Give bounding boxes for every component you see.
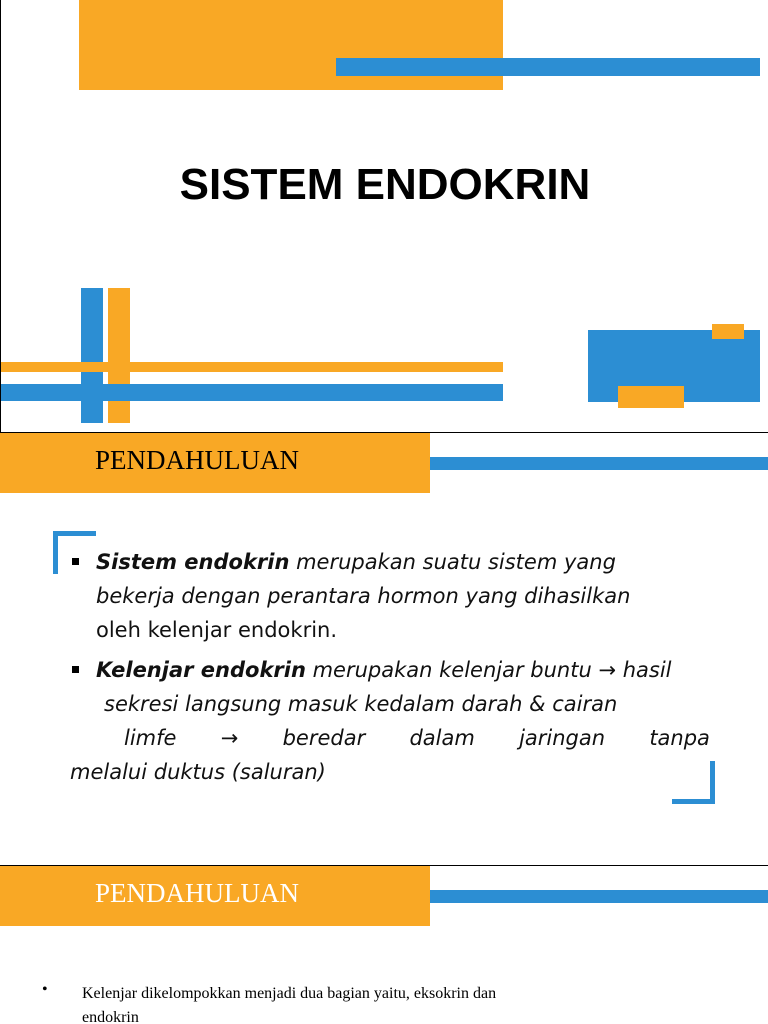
blue-horizontal-bar: [1, 384, 503, 401]
bullet-square-icon: [72, 666, 79, 673]
bullet-text: merupakan kelenjar buntu → hasil: [305, 658, 672, 682]
bracket-bottom-right-horizontal: [672, 799, 715, 804]
bullet-text: melalui duktus (saluran): [70, 760, 326, 784]
orange-vertical-bar: [108, 288, 130, 423]
bullet-text-justified: [96, 721, 710, 755]
list-item: [70, 653, 710, 789]
orange-small-bottom-accent: [618, 386, 684, 408]
header-banner: [0, 866, 430, 926]
list-item: [42, 981, 682, 1024]
bullet-text: merupakan suatu sistem yang: [289, 550, 616, 574]
orange-horizontal-bar: [1, 362, 503, 372]
intro-slide: [0, 433, 768, 865]
bullet-text: Kelenjar dikelompokkan menjadi dua bagian yaitu, eksokrin dan: [82, 985, 497, 1002]
bracket-top-left-horizontal: [53, 531, 96, 536]
header-banner: [0, 433, 430, 493]
word: beredar: [282, 726, 366, 750]
bullet-list: [70, 545, 710, 795]
arrow-icon: →: [220, 726, 239, 750]
slide-header: PENDAHULUAN: [95, 445, 299, 475]
bullet-text: oleh kelenjar endokrin.: [96, 618, 338, 642]
header-blue-line: [430, 890, 768, 903]
title-slide: [0, 0, 768, 432]
bullet-text: endokrin: [82, 1009, 139, 1024]
bullet-term: Kelenjar endokrin: [96, 658, 306, 682]
blue-vertical-bar: [81, 288, 103, 423]
bullet-term: Sistem endokrin: [96, 550, 290, 574]
bullet-text: bekerja dengan perantara hormon yang dihasilkan: [96, 584, 631, 608]
word: jaringan: [519, 726, 606, 750]
bullet-dot-icon: •: [42, 981, 48, 998]
bullet-text: sekresi langsung masuk kedalam darah & cairan: [104, 692, 618, 716]
orange-top-block: [79, 0, 503, 90]
blue-top-bar: [336, 58, 760, 76]
slide-header: PENDAHULUAN: [95, 878, 299, 908]
bullet-square-icon: [72, 558, 79, 565]
word: tanpa: [649, 726, 710, 750]
intro-slide-2: [0, 866, 768, 1024]
orange-small-top-accent: [712, 324, 744, 339]
slide-title: SISTEM ENDOKRIN: [179, 160, 591, 209]
word: dalam: [409, 726, 475, 750]
word: limfe: [124, 726, 177, 750]
list-item: [70, 545, 710, 647]
bracket-bottom-right-vertical: [710, 761, 715, 804]
header-blue-line: [430, 457, 768, 470]
bracket-top-left-vertical: [53, 531, 58, 574]
